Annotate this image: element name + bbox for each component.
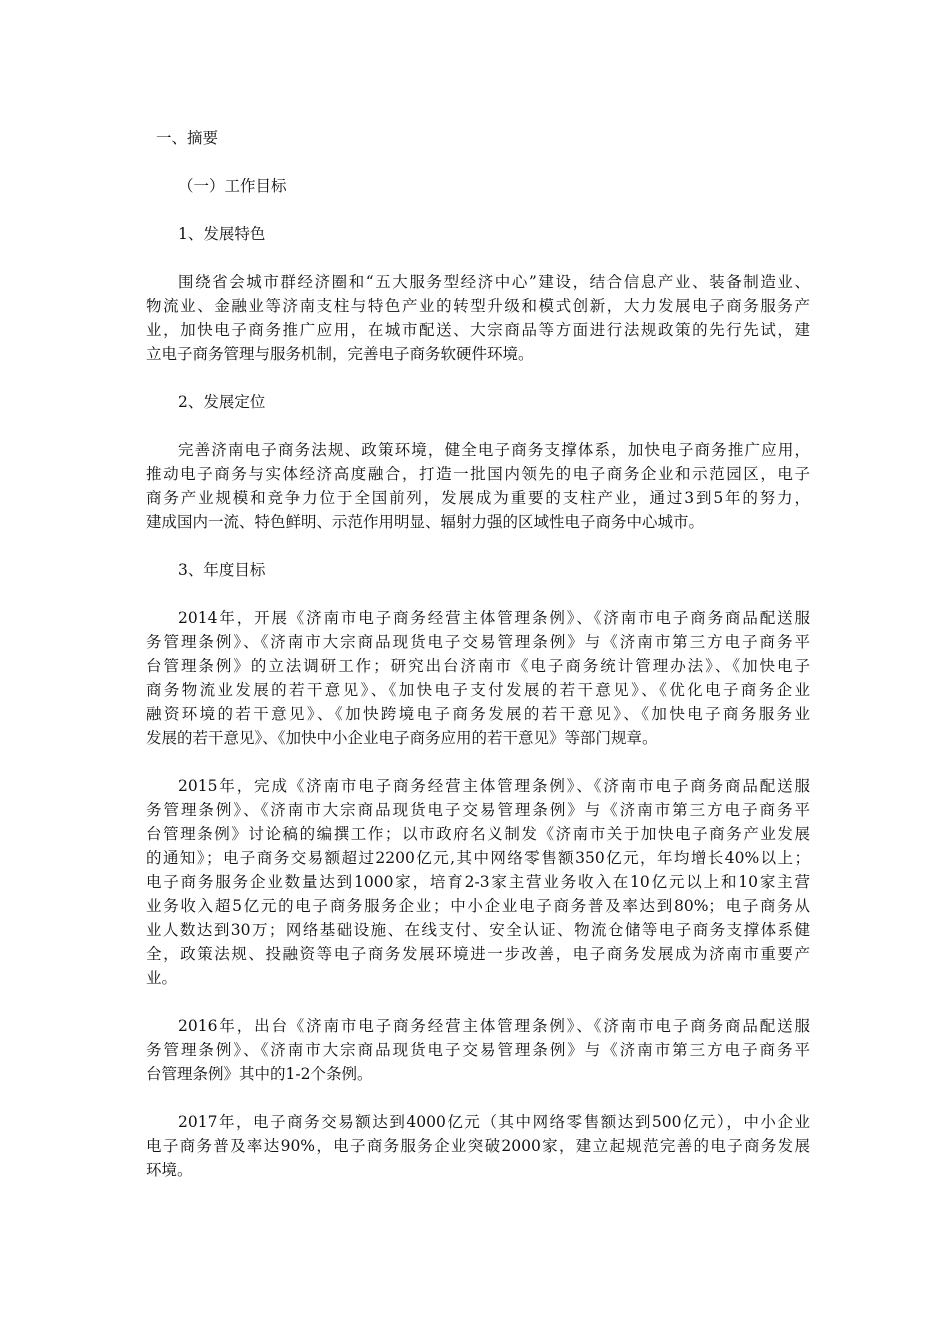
paragraph-line: 的通知》；电子商务交易额超过2200亿元,其中网络零售额350亿元，年均增长40%以上；	[146, 849, 810, 867]
paragraph-line: 业。	[146, 969, 178, 987]
paragraph-line: 融资环境的若干意见》、《加快跨境电子商务发展的若干意见》、《加快电子商务服务业	[146, 705, 810, 723]
paragraph-line: 完善济南电子商务法规、政策环境，健全电子商务支撑体系，加快电子商务推广应用，	[178, 441, 810, 459]
document-body	[146, 126, 810, 1206]
paragraph-line: 商务产业规模和竞争力位于全国前列，发展成为重要的支柱产业，通过3到5年的努力，	[146, 489, 810, 507]
paragraph-line: 业，加快电子商务推广应用，在城市配送、大宗商品等方面进行法规政策的先行先试，建	[146, 321, 810, 339]
paragraph-line: 台管理条例》其中的1-2个条例。	[146, 1065, 373, 1083]
paragraph	[146, 1110, 810, 1182]
paragraph-line: 推动电子商务与实体经济高度融合，打造一批国内领先的电子商务企业和示范园区，电子	[146, 465, 810, 483]
paragraph-line: 全，政策法规、投融资等电子商务发展环境进一步改善，电子商务发展成为济南市重要产	[146, 945, 810, 963]
item-heading: 1、发展特色	[178, 225, 266, 243]
paragraph	[146, 774, 810, 990]
paragraph-line: 2016年，出台《济南市电子商务经营主体管理条例》、《济南市电子商务商品配送服	[178, 1017, 810, 1035]
paragraph-line: 立电子商务管理与服务机制，完善电子商务软硬件环境。	[146, 345, 534, 363]
subsection-title: （一）工作目标	[178, 177, 287, 195]
paragraph-line: 环境。	[146, 1161, 193, 1179]
item-heading: 2、发展定位	[178, 393, 266, 411]
paragraph-line: 2014年，开展《济南市电子商务经营主体管理条例》、《济南市电子商务商品配送服	[178, 609, 810, 627]
item-heading: 3、年度目标	[178, 561, 266, 579]
paragraph-line: 2015年，完成《济南市电子商务经营主体管理条例》、《济南市电子商务商品配送服	[178, 777, 810, 795]
paragraph-line: 业人数达到30万；网络基础设施、在线支付、安全认证、物流仓储等电子商务支撑体系健	[146, 921, 810, 939]
paragraph-line: 建成国内一流、特色鲜明、示范作用明显、辐射力强的区域性电子商务中心城市。	[146, 513, 705, 531]
paragraph-line: 2017年，电子商务交易额达到4000亿元（其中网络零售额达到500亿元），中小企业	[178, 1113, 810, 1131]
paragraph	[146, 606, 810, 750]
paragraph-line: 务管理条例》、《济南市大宗商品现货电子交易管理条例》与《济南市第三方电子商务平	[146, 801, 810, 819]
paragraph	[146, 270, 810, 366]
paragraph-line: 发展的若干意见》、《加快中小企业电子商务应用的若干意见》等部门规章。	[146, 729, 658, 747]
paragraph	[146, 438, 810, 534]
paragraph-line: 务管理条例》、《济南市大宗商品现货电子交易管理条例》与《济南市第三方电子商务平	[146, 1041, 810, 1059]
paragraph-line: 商务物流业发展的若干意见》、《加快电子支付发展的若干意见》、《优化电子商务企业	[146, 681, 810, 699]
paragraph-line: 电子商务普及率达90%，电子商务服务企业突破2000家，建立起规范完善的电子商务发展	[146, 1137, 810, 1155]
paragraph-line: 物流业、金融业等济南支柱与特色产业的转型升级和模式创新，大力发展电子商务服务产	[146, 297, 810, 315]
paragraph-line: 业务收入超5亿元的电子商务服务企业；中小企业电子商务普及率达到80%；电子商务从	[146, 897, 810, 915]
paragraph-line: 围绕省会城市群经济圈和“五大服务型经济中心”建设，结合信息产业、装备制造业、	[178, 273, 810, 291]
paragraph-line: 务管理条例》、《济南市大宗商品现货电子交易管理条例》与《济南市第三方电子商务平	[146, 633, 810, 651]
section-title: 一、摘要	[156, 129, 219, 147]
paragraph-line: 台管理条例》讨论稿的编撰工作；以市政府名义制发《济南市关于加快电子商务产业发展	[146, 825, 810, 843]
paragraph	[146, 1014, 810, 1086]
paragraph-line: 电子商务服务企业数量达到1000家，培育2-3家主营业务收入在10亿元以上和10家主营	[146, 873, 810, 891]
paragraph-line: 台管理条例》的立法调研工作；研究出台济南市《电子商务统计管理办法》、《加快电子	[146, 657, 810, 675]
